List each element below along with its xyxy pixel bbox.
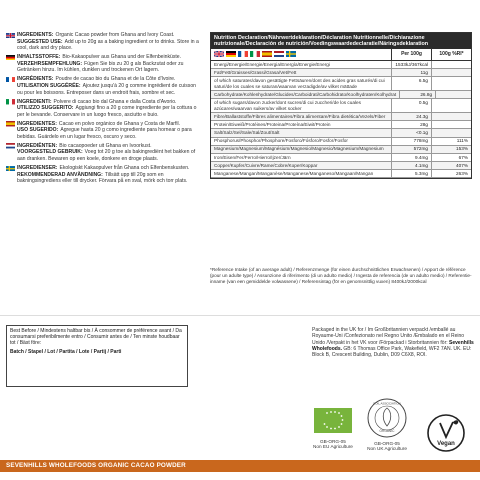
- ingredients-line: [6, 165, 202, 172]
- ri-percent-value: [431, 61, 471, 68]
- vegan-logo-icon: [426, 413, 466, 453]
- language-flags: [211, 51, 391, 57]
- per-100g-value: 26.8g: [399, 91, 435, 98]
- section-label: UTILIZZO SUGGERITO:: [17, 105, 74, 112]
- nutrition-table: [210, 32, 472, 179]
- nutrition-row: [211, 146, 471, 154]
- soil-code: GB-ORG-05: [374, 440, 400, 446]
- section-label: INGREDIENTI:: [17, 98, 52, 105]
- flag-spacer: [6, 106, 15, 112]
- section-label: VOORGESTELD GEBRUIK:: [17, 149, 83, 156]
- section-label: SUGGESTED USE:: [17, 38, 63, 45]
- nutrition-row: [211, 121, 471, 129]
- per-100g-value: 5.3mg: [391, 170, 431, 177]
- per-100g-value: 572mg: [391, 146, 431, 153]
- ingredients-block-es: [6, 121, 202, 141]
- italy-flag-icon: [250, 51, 260, 57]
- spain-flag-icon: [262, 51, 272, 57]
- nutrition-title: Nutrition Declaration/Nährwertdeklaration/Déclaration Nutritionnelle/Dichiarazione nutrizionale/Declaración de nutrición/Voedingswaardedeclaratie/Näringsdeklaration: [211, 33, 471, 49]
- ri-percent-value: [435, 91, 471, 98]
- section-text: Ajoutez jusqu'à 20 g comme ingrédient de cuisson ou pour les boissons. Entreposer dans un endroit frais, sombre et sec.: [17, 82, 196, 96]
- germany-flag-icon: [6, 55, 15, 61]
- suggested-use-line: [6, 127, 202, 140]
- section-label: INGRÉDIENTS:: [17, 76, 54, 83]
- section-label: INHALTSSTOFFE:: [17, 54, 61, 61]
- ri-header: 100g %RI*: [431, 48, 471, 60]
- ri-percent-value: [431, 99, 471, 112]
- netherlands-flag-icon: [274, 51, 284, 57]
- ingredients-block-uk: [6, 32, 202, 52]
- section-label: INGREDIENTS:: [17, 32, 54, 38]
- ingredients-block-it: [6, 99, 202, 119]
- nutrition-row: [211, 154, 471, 162]
- suggested-use-line: [6, 83, 202, 96]
- soil-association-logo-icon: [366, 397, 408, 439]
- nutrition-header-row: [211, 49, 471, 61]
- section-text: Aggiungi fino a 20 g come ingrediente per la cottura o per le bevande. Conservare in un luogo fresco, asciutto e buio.: [17, 105, 197, 118]
- ri-percent-value: 153%: [431, 146, 471, 153]
- spain-flag-icon: [6, 121, 15, 127]
- per-100g-value: 1533kJ/367kcal: [391, 61, 431, 68]
- nutrient-name: Fibre/Ballaststoffe/Fibres alimentaires/Fibra alimentare/Fibra dietética/Vezels/Fiber: [214, 113, 386, 119]
- ri-percent-value: 263%: [431, 170, 471, 177]
- sweden-flag-icon: [6, 166, 15, 172]
- ri-percent-value: [431, 121, 471, 128]
- section-text: Voeg tot 20 g toe als bakingrediënt het bakken of aan dranken. Bewaren op een koele, donkere en droge plaats.: [17, 149, 196, 163]
- nutrient-name: Carbohydrate/Kohlenhydrate/Glucides/Carboidrati/Carbohidrato/Koolhydraten/Kolhydrat: [214, 91, 397, 97]
- uk-flag-icon: [214, 51, 224, 57]
- section-text: Poudre de cacao bio du Ghana et de la Côte d'Ivoire.: [55, 76, 176, 83]
- best-before-text: Best Before / Mindestens haltbar bis / À consommer de préférence avant / Da consumarsi preferibilmente entro / Consumir antes de / Ten minste houdbaar tot / Bäst före:: [10, 328, 182, 347]
- france-flag-icon: [238, 51, 248, 57]
- per-100g-value: 778mg: [391, 138, 431, 145]
- per-100g-value: 11g: [391, 69, 431, 76]
- suggested-use-line: [6, 172, 202, 185]
- eu-label: Non EU Agriculture: [313, 444, 353, 450]
- ri-percent-value: [431, 113, 471, 120]
- per-100g-value: 6.5g: [391, 77, 431, 90]
- ingredients-line: [6, 32, 202, 39]
- soil-ring-text: SOIL ASSOCIATION: [373, 401, 401, 406]
- ingredients-line: [6, 121, 202, 128]
- company-address: GB: 6 Thomas Office Park, Wakefield, WF2 7AN. UK. EU: Block B, Crescent Building, Dublin, D09 C6X8, ROI.: [312, 345, 472, 359]
- per-100g-value: 0.5g: [391, 99, 431, 112]
- eu-code: GB-ORG-05: [320, 438, 346, 444]
- nutrition-rows: [211, 61, 471, 179]
- product-name-banner: SEVENHILLS WHOLEFOODS ORGANIC CACAO POWDER: [0, 460, 480, 472]
- section-text: Bio-Kakaopulver aus Ghana und der Elfenbeinküste.: [62, 54, 182, 61]
- per-100g-value: 28g: [391, 121, 431, 128]
- ingredients-line: [6, 143, 202, 150]
- section-text: Add up to 20g as a baking ingredient or to drinks. Store in a cool, dark and dry place.: [17, 38, 199, 52]
- flag-spacer: [6, 61, 15, 67]
- eu-organic-certification: [313, 408, 353, 450]
- section-text: Bio cacaopoeder uit Ghana en Ivoorkust.: [59, 142, 152, 149]
- packaging-info: [312, 327, 474, 358]
- best-before-box: [6, 325, 188, 387]
- uk-flag-icon: [6, 33, 15, 39]
- suggested-use-line: [6, 61, 202, 74]
- nutrient-name: Magnesium/Magnesium/Magnésium/Magnesio/Magnesio/Magnesium/Magnesium: [214, 146, 384, 152]
- suggested-use-line: [6, 39, 202, 52]
- italy-flag-icon: [6, 99, 15, 105]
- nutrient-name: Manganese/Mangan/Manganèse/Manganese/Manganeso/Mangaan/Mangan: [214, 171, 374, 177]
- soil-association-certification: [366, 397, 408, 452]
- germany-flag-icon: [226, 51, 236, 57]
- ingredients-line: [6, 54, 202, 61]
- ri-percent-value: 111%: [431, 138, 471, 145]
- nutrient-name: Protein/Eiweiß/Protéines/Proteina/Proteína/Eiwit/Protein: [214, 121, 331, 127]
- per-100g-value: 9.4mg: [391, 154, 431, 161]
- vegan-certification: [426, 413, 466, 455]
- section-label: USO SUGERIDO:: [17, 127, 59, 134]
- per-100g-value: <0.1g: [391, 129, 431, 136]
- vegan-text: Vegan: [437, 441, 455, 447]
- nutrition-row: [211, 69, 471, 77]
- section-text: Cacao en polvo orgánico de Ghana y Costa de Marfil.: [58, 120, 181, 127]
- reference-intake-note: *Reference Intake (of an average adult) / Referenzmenge (für einen durchschnittlichen Erwachsenen) / Apport de référence (pour un adulte type) / Assunzione di riferimento (di un adulto medio) / Ingesta de referencia (de un adulto medio) / Referentie-inname (van een gemiddelde volwassene) / Referensintag (för en genomsnittlig vuxen) 8400kJ/2000kcal: [210, 267, 472, 284]
- eu-organic-leaf-icon: [314, 408, 352, 433]
- packaged-text: Packaged in the UK for / Im Großbritannien verpackt /emballé au Royaume-Uni /Confezionato nel Regno Unito /Embalado en el Reino Unido /Verpakt in het VK voor /Förpackad i Storbritannien för:: [312, 327, 465, 346]
- netherlands-flag-icon: [6, 143, 15, 149]
- nutrition-row: [211, 61, 471, 69]
- per-100g-value: 4.1mg: [391, 162, 431, 169]
- flag-spacer: [6, 172, 15, 178]
- suggested-use-line: [6, 149, 202, 162]
- nutrient-name: Energi/Energie/Energie/Energia/Energía/Energie/Energi: [214, 61, 330, 67]
- france-flag-icon: [6, 77, 15, 83]
- nutrition-row: [211, 99, 471, 113]
- section-text: Tillsätt upp till 20g som en bakningsingrediens eller till drycker. Förvara på en sval, mörk och torr plats.: [17, 171, 188, 185]
- section-label: REKOMMENDERAD ANVÄNDNING:: [17, 171, 103, 178]
- nutrient-name: of which saturates/davon gesättigte Fettsäuren/dont des acides gras saturés/di cui saturi/de los cuales se saturan/waarvan verzadigde/av vilket mättade: [214, 77, 385, 89]
- nutrient-name: Fat/Fett/Graisses/Grassi/Grasa/Vet/Fett: [214, 69, 297, 75]
- section-text: Ekologiskt Kakaopulver från Ghana och Elfenbenskusten.: [59, 165, 190, 172]
- nutrition-row: [211, 113, 471, 121]
- per-100g-header: Per 100g: [391, 48, 431, 60]
- section-text: Agregue hasta 20 g como ingrediente para hornear o para bebidas. Guárdelo en un lugar fresco, oscuro y seco.: [17, 127, 192, 140]
- flag-spacer: [6, 39, 15, 45]
- section-text: Polvere di cacao bio dal Ghana e dalla Costa d'Avorio.: [53, 98, 177, 105]
- nutrient-name: Salt/Salz/Sel/Sale/Sal/Zout/Salt: [214, 130, 280, 136]
- section-label: INGREDIENTES:: [17, 120, 57, 127]
- ri-percent-value: [431, 77, 471, 90]
- section-label: INGREDIËNTEN:: [17, 142, 58, 149]
- ri-percent-value: 67%: [431, 154, 471, 161]
- section-text: Fügen Sie bis zu 20 g als Backzutat oder zu Getränken hinzu. Im kühlen, dunklen und trockenen Ort lagern.: [17, 60, 184, 74]
- ri-percent-value: 407%: [431, 162, 471, 169]
- batch-text: Batch / Stapel / Lot / Partita / Lote / Partij / Parti: [10, 348, 122, 355]
- soil-label: Non UK Agriculture: [367, 446, 407, 452]
- sweden-flag-icon: [286, 51, 296, 57]
- section-label: VERZEHRSEMPFEHLUNG:: [17, 60, 83, 67]
- nutrient-name: Phosphorus/Phosphor/Phosphore/Fosforo/Fósforo/Fosfor/Fosfor: [214, 138, 348, 144]
- ingredients-block-se: [6, 165, 202, 185]
- section-label: INGREDIENSER:: [17, 165, 58, 172]
- ingredients-line: [6, 99, 202, 106]
- nutrient-name: Iron/Eisen/Fer/Ferro/Hierro/Ijzer/Järn: [214, 154, 291, 160]
- ri-percent-value: [431, 129, 471, 136]
- section-label: UTILISATION SUGGÉRÉE:: [17, 82, 81, 89]
- nutrition-row: [211, 77, 471, 91]
- company-name: Sevenhills Wholefoods.: [312, 339, 474, 352]
- flag-spacer: [6, 83, 15, 89]
- ingredients-line: [6, 76, 202, 83]
- nutrition-row: [211, 162, 471, 170]
- per-100g-value: 24.3g: [391, 113, 431, 120]
- ri-percent-value: [431, 69, 471, 76]
- ingredients-block-fr: [6, 76, 202, 96]
- ingredients-block-de: [6, 54, 202, 74]
- nutrition-row: [211, 170, 471, 178]
- section-text: Organic Cacao powder from Ghana and Ivory Coast.: [55, 32, 175, 38]
- nutrient-name: of which sugars/davon zucker/dont sucres/di cui zuccheri/de los cuales azúcares/waarvan suikers/av vilket socker: [214, 99, 361, 111]
- nutrition-row: [211, 129, 471, 137]
- nutrient-name: Copper/Kupfer/Cuivre/Rame/Cobre/Koper/Koppar: [214, 162, 318, 168]
- nutrition-row: [211, 138, 471, 146]
- flag-spacer: [6, 128, 15, 134]
- suggested-use-line: [6, 105, 202, 118]
- ingredients-block-nl: [6, 143, 202, 163]
- ingredients-section: [6, 32, 202, 187]
- soil-inner-text: ORGANIC: [379, 429, 395, 433]
- nutrition-row: [211, 91, 471, 99]
- flag-spacer: [6, 150, 15, 156]
- section-divider: [0, 315, 480, 316]
